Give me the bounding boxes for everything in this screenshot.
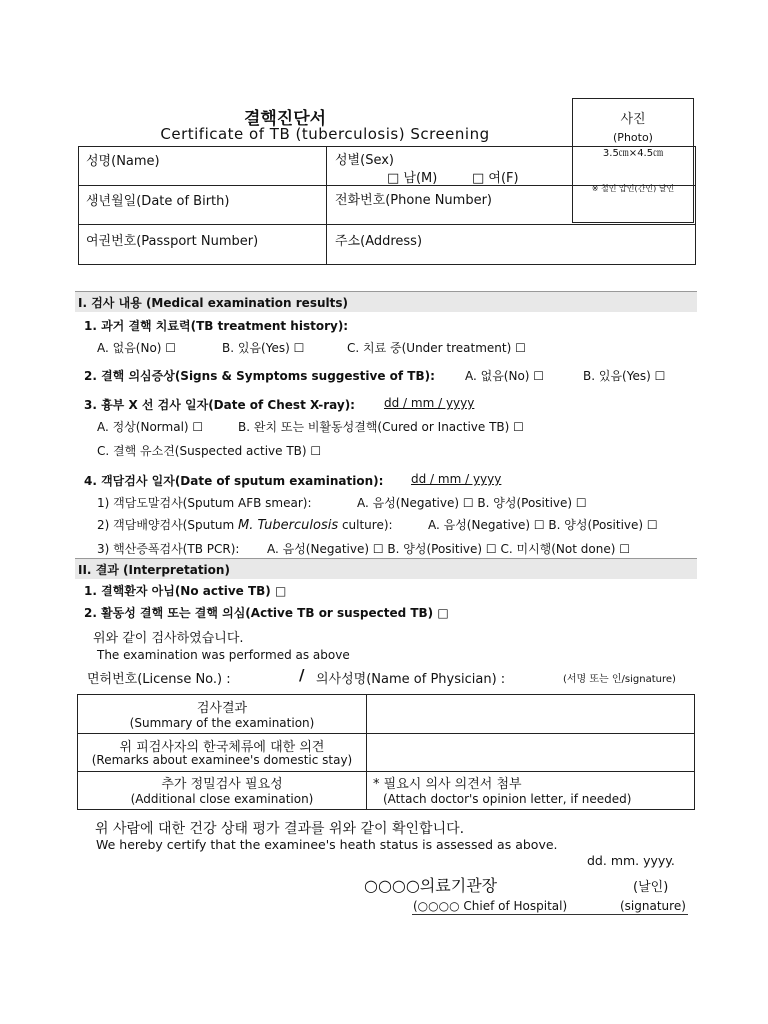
hospital-chief-korean: ○○○○의료기관장	[364, 876, 498, 895]
field-separator: /	[299, 666, 305, 684]
q2-option-yes[interactable]: B. 있음(Yes) ☐	[583, 369, 666, 383]
section-1-number: I.	[78, 296, 88, 310]
photo-label-english: (Photo)	[613, 131, 653, 144]
additional-exam-label-english: (Additional close examination)	[130, 792, 314, 806]
seal-label-korean: (날인)	[633, 880, 669, 895]
signature-note: (서명 또는 인/signature)	[563, 674, 676, 685]
name-field[interactable]: 성명(Name)	[86, 154, 160, 169]
attest-english: The examination was performed as above	[97, 648, 350, 662]
additional-exam-label-korean: 추가 정밀검사 필요성	[161, 777, 283, 792]
attach-opinion-korean: * 필요시 의사 의견서 첨부	[373, 777, 522, 792]
q4-culture-label-c: culture):	[341, 518, 393, 532]
q4-culture-label-b: M. Tuberculosis	[238, 518, 339, 533]
q4-smear-options[interactable]: A. 음성(Negative) ☐ B. 양성(Positive) ☐	[357, 496, 587, 510]
photo-label-korean: 사진	[620, 112, 646, 127]
q2-label: 2. 결핵 의심증상(Signs & Symptoms suggestive of TB):	[84, 369, 435, 383]
sex-female-checkbox[interactable]: □ 여(F)	[472, 171, 519, 186]
signature-line	[412, 914, 688, 915]
q1-option-yes[interactable]: B. 있음(Yes) ☐	[222, 341, 305, 355]
q3-label: 3. 흉부 X 선 검사 일자(Date of Chest X-ray):	[84, 398, 355, 412]
q3-option-inactive[interactable]: B. 완치 또는 비활동성결핵(Cured or Inactive TB) ☐	[238, 420, 524, 434]
section-1-label: 검사 내용 (Medical examination results)	[91, 296, 348, 310]
q4-culture-label	[97, 516, 393, 533]
phone-field[interactable]: 전화번호(Phone Number)	[335, 193, 492, 208]
attach-opinion-english: (Attach doctor's opinion letter, if needed)	[383, 792, 632, 806]
document-title-english: Certificate of TB (tuberculosis) Screening	[160, 125, 490, 143]
q3-option-suspected[interactable]: C. 결핵 유소견(Suspected active TB) ☐	[97, 444, 322, 458]
q4-culture-options[interactable]: A. 음성(Negative) ☐ B. 양성(Positive) ☐	[428, 518, 658, 532]
q4-label: 4. 객담검사 일자(Date of sputum examination):	[84, 474, 384, 488]
attest-korean: 위와 같이 검사하였습니다.	[93, 631, 244, 646]
summary-table	[77, 694, 695, 810]
summary-label-korean: 검사결과	[196, 701, 248, 716]
divider	[326, 147, 327, 264]
document-title-korean: 결핵진단서	[243, 109, 327, 129]
q4-pcr-label: 3) 핵산증폭검사(TB PCR):	[97, 542, 240, 556]
personal-info-table	[78, 146, 696, 265]
remarks-label-korean: 위 피검사자의 한국체류에 대한 의견	[119, 740, 325, 755]
section-2-title	[78, 561, 230, 578]
physician-name-field[interactable]: 의사성명(Name of Physician) :	[316, 672, 506, 687]
dob-field[interactable]: 생년월일(Date of Birth)	[86, 194, 230, 209]
photo-seal-note: ※ 철인 압인(간인) 날인	[591, 184, 675, 193]
q1-label: 1. 과거 결핵 치료력(TB treatment history):	[84, 319, 349, 333]
q1-option-no[interactable]: A. 없음(No) ☐	[97, 341, 177, 355]
result-no-active-tb[interactable]: 1. 결핵환자 아님(No active TB) □	[84, 584, 287, 598]
signature-label-english: (signature)	[620, 899, 686, 913]
summary-input[interactable]	[367, 695, 694, 732]
remarks-label-english: (Remarks about examinee's domestic stay)	[91, 753, 353, 767]
section-2-label: 결과 (Interpretation)	[95, 563, 230, 577]
address-field[interactable]: 주소(Address)	[335, 234, 423, 249]
q4-culture-label-a: 2) 객담배양검사(Sputum	[97, 518, 235, 532]
confirm-english: We hereby certify that the examinee's heath status is assessed as above.	[96, 837, 558, 852]
license-number-field[interactable]: 면허번호(License No.) :	[87, 672, 231, 687]
sex-male-checkbox[interactable]: □ 남(M)	[387, 171, 438, 186]
divider	[79, 224, 695, 225]
remarks-input[interactable]	[367, 734, 694, 770]
q4-smear-label: 1) 객담도말검사(Sputum AFB smear):	[97, 496, 312, 510]
section-1-title	[78, 294, 348, 311]
certification-date[interactable]: dd. mm. yyyy.	[587, 853, 675, 868]
confirm-korean: 위 사람에 대한 건강 상태 평가 결과를 위와 같이 확인합니다.	[95, 821, 465, 837]
passport-field[interactable]: 여권번호(Passport Number)	[86, 234, 259, 249]
result-active-or-suspected-tb[interactable]: 2. 활동성 결핵 또는 결핵 의심(Active TB or suspected TB) □	[84, 606, 449, 620]
section-2-number: II.	[78, 563, 92, 577]
sex-label: 성별(Sex)	[335, 153, 394, 168]
q3-date-field[interactable]: dd / mm / yyyy	[384, 396, 475, 410]
photo-size: 3.5㎝×4.5㎝	[602, 148, 664, 159]
q4-pcr-options[interactable]: A. 음성(Negative) ☐ B. 양성(Positive) ☐ C. 미시행(Not done) ☐	[267, 542, 630, 556]
q3-option-normal[interactable]: A. 정상(Normal) ☐	[97, 420, 204, 434]
q1-option-under-treatment[interactable]: C. 치료 중(Under treatment) ☐	[347, 341, 526, 355]
q2-option-no[interactable]: A. 없음(No) ☐	[465, 369, 545, 383]
q4-date-field[interactable]: dd / mm / yyyy	[411, 472, 502, 486]
divider	[78, 771, 694, 772]
hospital-chief-english: (○○○○ Chief of Hospital)	[413, 899, 568, 913]
summary-label-english: (Summary of the examination)	[129, 716, 315, 730]
